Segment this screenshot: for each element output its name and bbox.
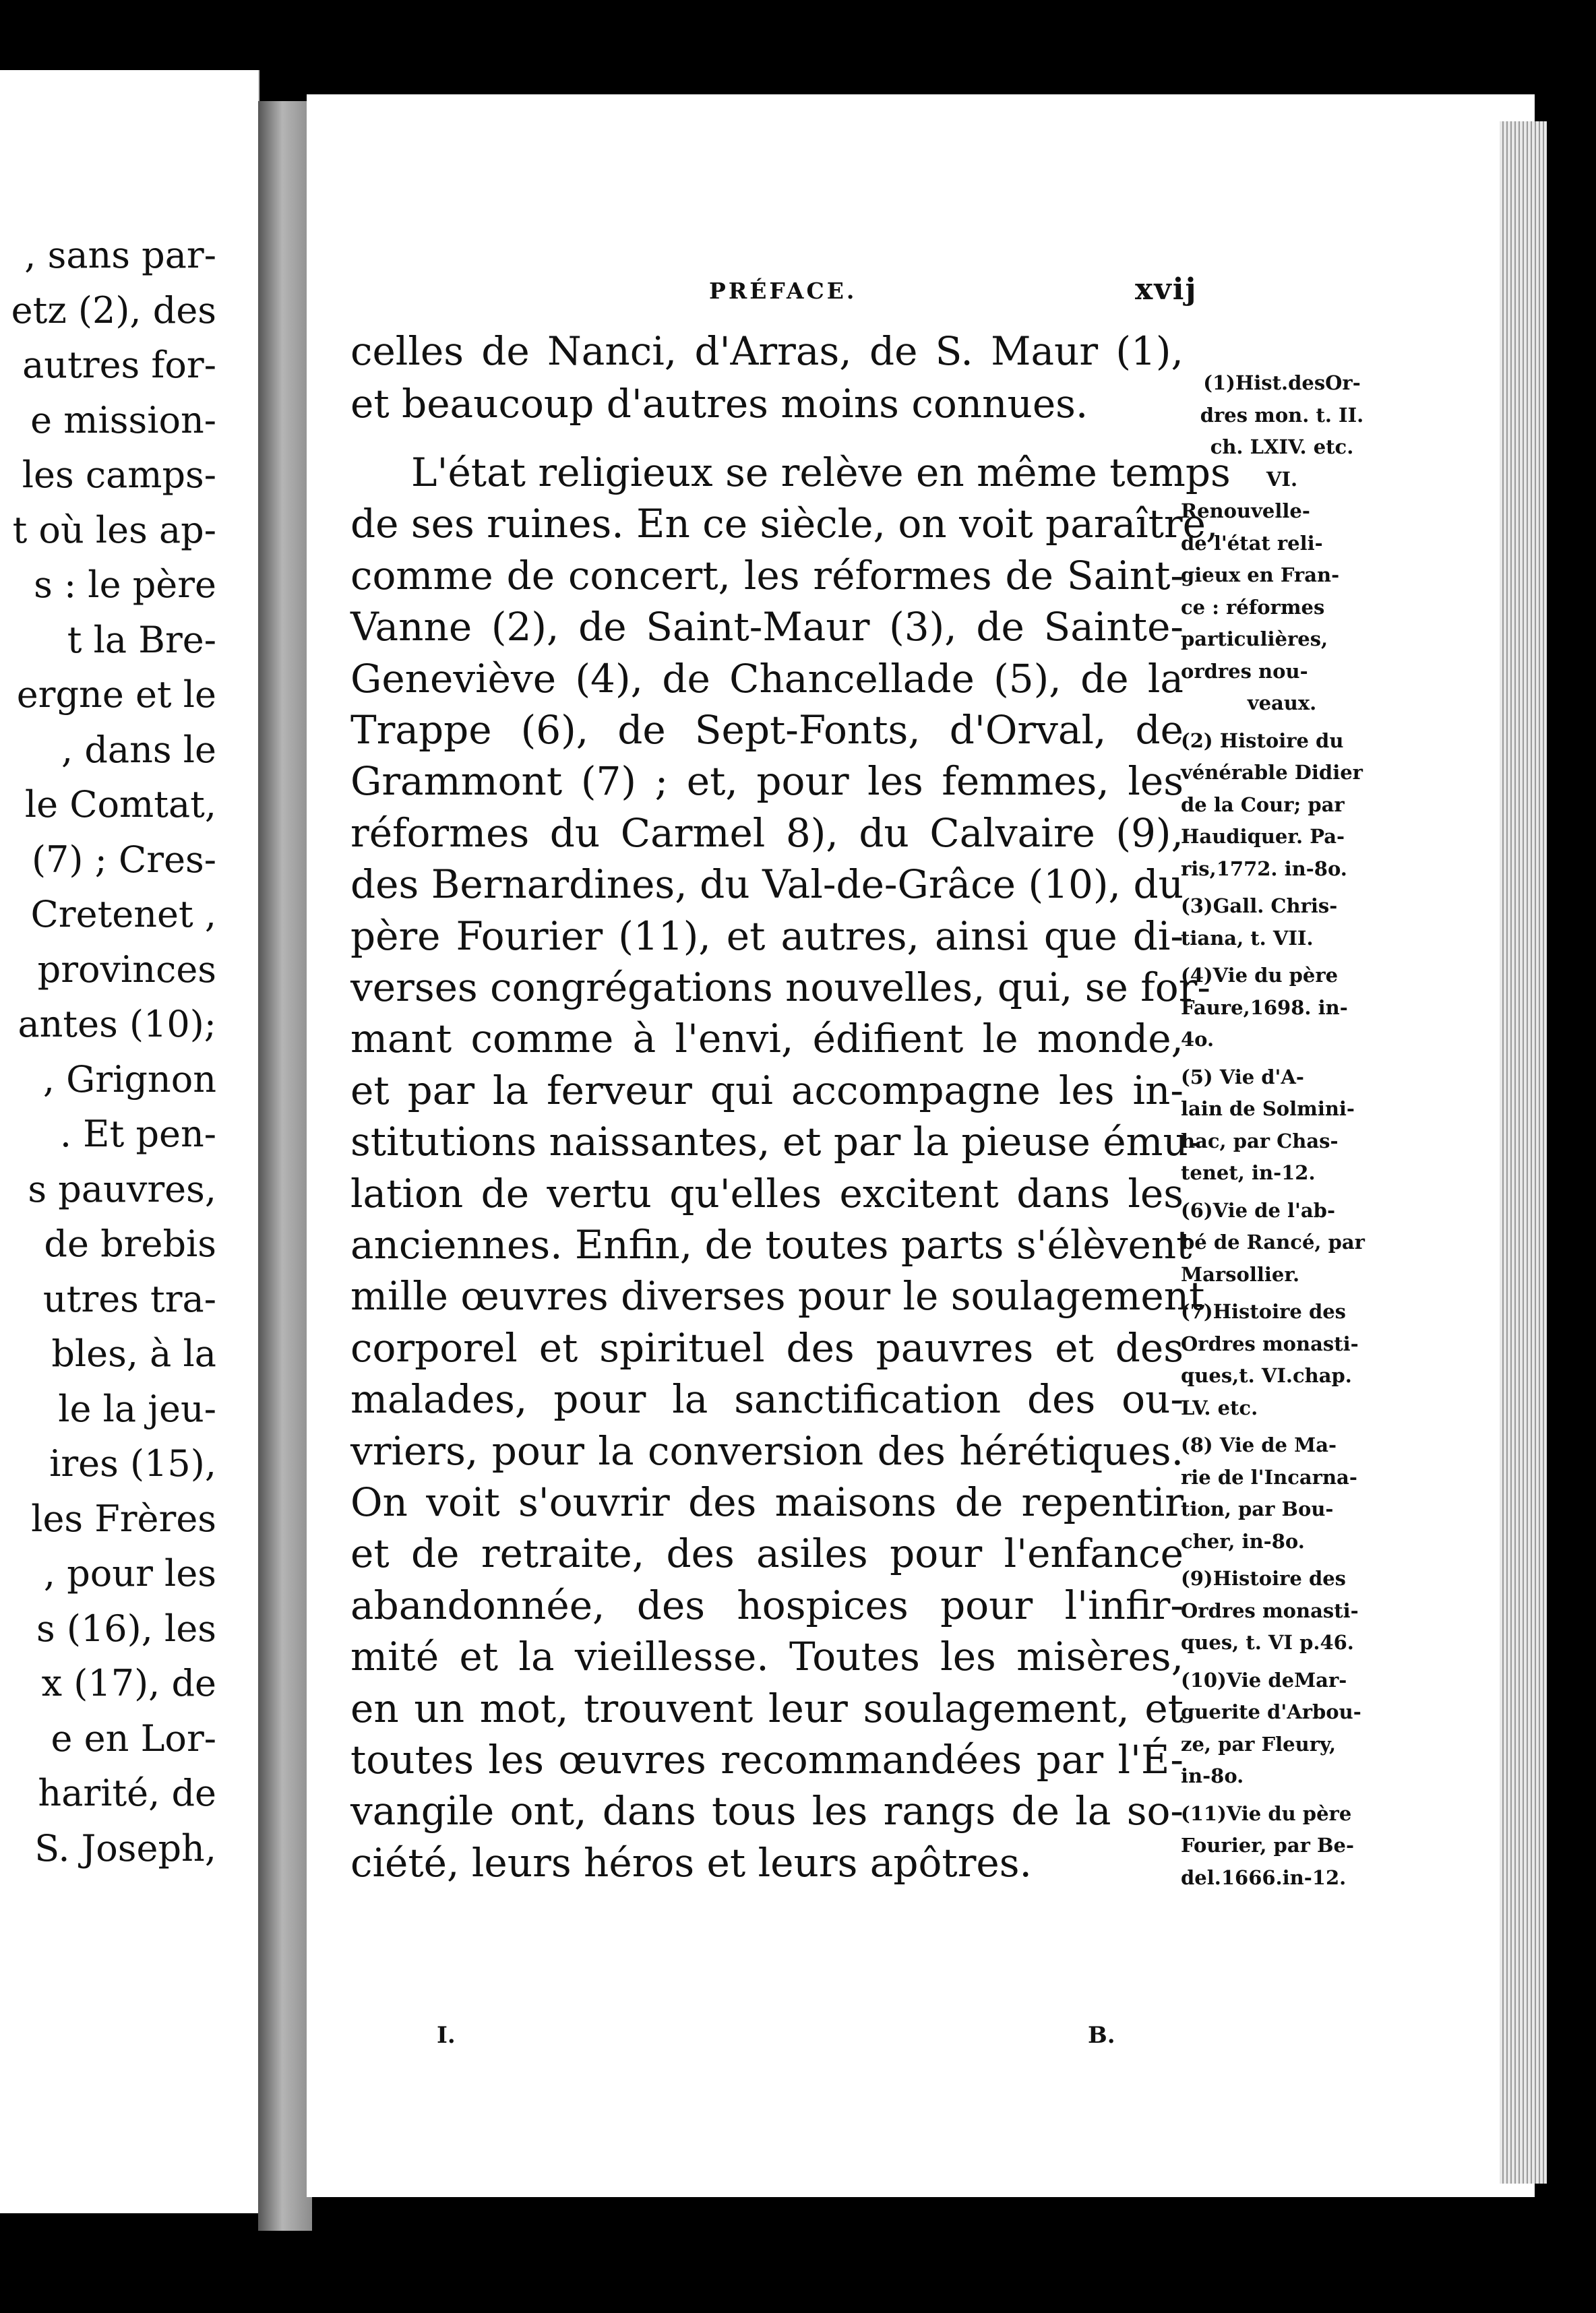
margin-note-line: (4)Vie du père — [1181, 964, 1339, 987]
left-page-line: ergne et le — [16, 673, 216, 716]
left-page-line: . Et pen- — [59, 1113, 216, 1155]
body-line: mille œuvres diverses pour le soulagement — [350, 1273, 1205, 1320]
left-page-line: e mission- — [30, 398, 216, 441]
margin-note-line: (3)Gall. Chris- — [1181, 894, 1338, 917]
body-line: mant comme à l'envi, édifient le monde, — [350, 1016, 1184, 1062]
margin-note-line: dres mon. t. II. — [1200, 403, 1364, 427]
signature-right: B. — [1088, 2022, 1115, 2049]
margin-note-line: vénérable Didier — [1181, 761, 1363, 784]
margin-note-line: hac, par Chas- — [1181, 1129, 1339, 1152]
margin-note-line: ris,1772. in-8o. — [1181, 857, 1347, 880]
margin-note-line: (10)Vie deMar- — [1181, 1668, 1347, 1692]
page-edge — [1500, 121, 1547, 2184]
left-page-line: les camps- — [22, 454, 216, 496]
left-page-line: (7) ; Cres- — [31, 838, 216, 881]
margin-note-line: veaux. — [1247, 691, 1317, 714]
left-page-line: , sans par- — [24, 234, 216, 276]
running-title: PRÉFACE. — [709, 278, 857, 304]
left-page-line: utres tra- — [42, 1277, 216, 1320]
body-line: Grammont (7) ; et, pour les femmes, les — [350, 758, 1184, 805]
margin-note-line: (6)Vie de l'ab- — [1181, 1198, 1335, 1222]
margin-note-line: (8) Vie de Ma- — [1181, 1433, 1337, 1456]
left-page-line: de brebis — [44, 1223, 216, 1265]
body-line: verses congrégations nouvelles, qui, se for- — [350, 964, 1210, 1010]
margin-note-line: rie de l'Incarna- — [1181, 1465, 1357, 1489]
margin-note-line: ques,t. VI.chap. — [1181, 1364, 1352, 1387]
margin-note-line: VI. — [1266, 467, 1298, 491]
left-page-line: x (17), de — [41, 1662, 216, 1704]
body-line: père Fourier (11), et autres, ainsi que di- — [350, 913, 1184, 959]
left-page-line: harité, de — [38, 1772, 216, 1814]
margin-note-line: Ordres monasti- — [1181, 1599, 1359, 1622]
body-line: abandonnée, des hospices pour l'infir- — [350, 1582, 1184, 1628]
margin-note-line: Faure,1698. in- — [1181, 995, 1348, 1019]
body-line: vriers, pour la conversion des hérétiques. — [350, 1427, 1184, 1474]
margin-note-line: (11)Vie du père — [1181, 1801, 1352, 1825]
body-line: des Bernardines, du Val-de-Grâce (10), du — [350, 861, 1184, 908]
body-line: L'état religieux se relève en même temps — [411, 450, 1231, 495]
body-line: de ses ruines. En ce siècle, on voit paraître, — [350, 501, 1219, 547]
left-page-line: ires (15), — [49, 1442, 216, 1485]
margin-note-line: ze, par Fleury, — [1181, 1732, 1337, 1756]
body-line: et de retraite, des asiles pour l'enfance — [350, 1531, 1184, 1577]
margin-note-line: ce : réformes — [1181, 595, 1325, 619]
left-page-line: , pour les — [43, 1552, 216, 1595]
left-page-line: s (16), les — [36, 1607, 216, 1650]
margin-note-line: gieux en Fran- — [1181, 563, 1340, 586]
body-line: et par la ferveur qui accompagne les in- — [350, 1067, 1184, 1113]
body-line: réformes du Carmel 8), du Calvaire (9), — [350, 809, 1184, 856]
left-page-line: e en Lor- — [51, 1717, 216, 1760]
body-line: et beaucoup d'autres moins connues. — [350, 381, 1088, 427]
margin-note-line: lain de Solmini- — [1181, 1097, 1355, 1120]
margin-note-line: Ordres monasti- — [1181, 1332, 1359, 1355]
margin-note-line: Fourier, par Be- — [1181, 1834, 1354, 1857]
body-line: celles de Nanci, d'Arras, de S. Maur (1), — [350, 328, 1184, 374]
body-line: lation de vertu qu'elles excitent dans les — [350, 1170, 1184, 1216]
margin-note-line: Haudiquer. Pa- — [1181, 825, 1345, 848]
margin-note-line: (5) Vie d'A- — [1181, 1065, 1304, 1088]
margin-note-line: de la Cour; par — [1181, 793, 1345, 816]
margin-note-line: ch. LXIV. etc. — [1210, 435, 1354, 458]
left-page-line: Cretenet , — [30, 893, 216, 935]
margin-note-line: ordres nou- — [1181, 659, 1308, 683]
body-line: anciennes. Enfin, de toutes parts s'élèvent — [350, 1222, 1192, 1268]
body-line: corporel et spirituel des pauvres et des — [350, 1324, 1184, 1371]
margin-note-line: de l'état reli- — [1181, 531, 1323, 555]
left-page-line: , Grignon — [42, 1057, 216, 1101]
left-page-line: les Frères — [31, 1497, 216, 1540]
margin-note-line: cher, in-8o. — [1181, 1529, 1305, 1553]
body-line: ciété, leurs héros et leurs apôtres. — [350, 1839, 1032, 1886]
left-page-line: t la Bre- — [67, 618, 216, 661]
margin-note-line: 4o. — [1181, 1028, 1215, 1051]
body-line: Trappe (6), de Sept-Fonts, d'Orval, de — [350, 707, 1184, 753]
margin-note-line: (1)Hist.desOr- — [1203, 371, 1361, 394]
margin-note-line: in-8o. — [1181, 1764, 1244, 1787]
left-page-line: le Comtat, — [24, 783, 216, 826]
body-line: On voit s'ouvrir des maisons de repentir — [350, 1479, 1184, 1525]
margin-note-line: (7)Histoire des — [1181, 1300, 1346, 1323]
left-page-line: s pauvres, — [28, 1167, 216, 1210]
margin-note-line: tion, par Bou- — [1181, 1498, 1334, 1520]
margin-note-line: (2) Histoire du — [1181, 729, 1344, 752]
left-page — [0, 70, 259, 2213]
book-gutter — [258, 101, 312, 2231]
margin-note-line: Renouvelle- — [1181, 499, 1310, 522]
body-line: toutes les œuvres recommandées par l'É- — [350, 1737, 1184, 1783]
left-page-line: le la jeu- — [58, 1387, 216, 1430]
body-line: en un mot, trouvent leur soulagement, et — [350, 1685, 1184, 1731]
margin-note-line: (9)Histoire des — [1181, 1567, 1346, 1590]
body-line: Vanne (2), de Saint-Maur (3), de Sainte- — [350, 604, 1184, 650]
body-line: malades, pour la sanctification des ou- — [350, 1376, 1184, 1423]
left-page-line: autres for- — [22, 344, 216, 386]
left-page-line: provinces — [37, 948, 216, 991]
margin-note-line: LV. etc. — [1181, 1396, 1258, 1419]
margin-note-line: guerite d'Arbou- — [1181, 1700, 1361, 1723]
body-line: vangile ont, dans tous les rangs de la so- — [350, 1788, 1184, 1834]
margin-note-line: bé de Rancé, par — [1181, 1231, 1365, 1254]
left-page-line: , dans le — [61, 728, 216, 771]
left-page-line: S. Joseph, — [34, 1826, 216, 1870]
left-page-line: bles, à la — [51, 1332, 216, 1375]
left-page-line: etz (2), des — [11, 288, 216, 332]
body-line: stitutions naissantes, et par la pieuse ému- — [350, 1119, 1202, 1165]
margin-note-line: ques, t. VI p.46. — [1181, 1631, 1354, 1654]
margin-note-line: tiana, t. VII. — [1181, 926, 1314, 950]
left-page-line: t où les ap- — [12, 508, 216, 551]
body-line: comme de concert, les réformes de Saint- — [350, 552, 1184, 598]
page-number: xvij — [1135, 272, 1198, 307]
margin-note-line: particulières, — [1181, 627, 1328, 650]
left-page-line: s : le père — [34, 563, 216, 606]
left-page-line: antes (10); — [18, 1003, 216, 1045]
body-line: Geneviève (4), de Chancellade (5), de la — [350, 655, 1184, 702]
signature-left: I. — [437, 2022, 456, 2049]
margin-note-line: del.1666.in-12. — [1181, 1865, 1347, 1889]
margin-note-line: tenet, in-12. — [1181, 1161, 1316, 1184]
margin-note-line: Marsollier. — [1181, 1262, 1300, 1286]
body-line: mité et la vieillesse. Toutes les misères, — [350, 1634, 1184, 1680]
